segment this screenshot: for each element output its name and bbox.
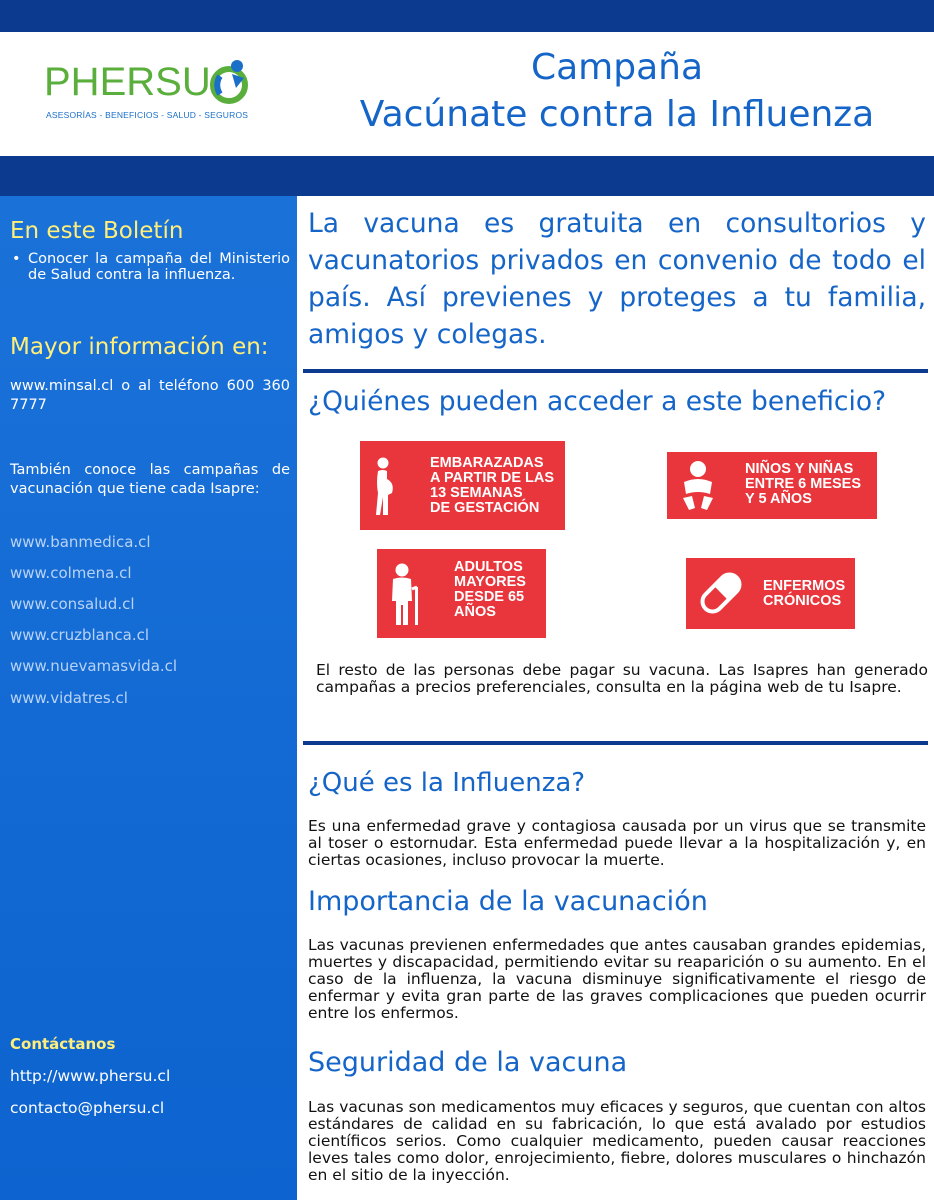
what-text: Es una enfermedad grave y contagiosa causada por un virus que se transmite al toser o estornudar. Esta enfermedad puede llevar a la hospitalización y, en ciertas ocasiones, incluso provocar la muerte.: [308, 817, 926, 869]
title-line-1: Campaña: [530, 47, 704, 88]
header-band: [0, 156, 934, 196]
badge-line: DE GESTACIÓN: [430, 500, 540, 516]
intro-text: La vacuna es gratuita en consultorios y vacunatorios privados en convenio de todo el país. Así previenes y proteges a tu familia, amigos y colegas.: [308, 208, 926, 350]
badge-line: 13 SEMANAS: [430, 485, 523, 501]
badge-elderly-text: [454, 560, 526, 620]
what-heading: ¿Qué es la Influenza?: [308, 768, 586, 798]
badge-line: A PARTIR DE LAS: [430, 470, 555, 486]
badge-line: ENTRE 6 MESES: [745, 476, 862, 492]
baby-icon: [680, 460, 716, 512]
bulletin-heading: En este Boletín: [10, 218, 184, 244]
badge-line: ENFERMOS: [763, 578, 846, 594]
logo-wordmark: PHERSU: [44, 60, 211, 104]
safety-heading: Seguridad de la vacuna: [308, 1047, 628, 1078]
page-title: [300, 44, 934, 138]
campaigns-text: También conoce las campañas de vacunación que tiene cada Isapre:: [10, 462, 290, 497]
badge-line: NIÑOS Y NIÑAS: [745, 461, 854, 477]
badge-children: [667, 452, 877, 519]
phersu-logo[interactable]: [44, 58, 264, 128]
badge-pregnant-text: [430, 456, 554, 516]
badge-line: MAYORES: [454, 574, 526, 590]
importance-text: Las vacunas previenen enfermedades que antes causaban grandes epidemias, muertes y discapacidad, permitiendo evitar su reaparición o su aumento. En el caso de la influenza, la vacuna disminuye significativamente el riesgo de enfermar y evita gran parte de las graves complicaciones que pueden ocurrir entre los enfermos.: [308, 936, 926, 1022]
top-bar: [0, 0, 934, 32]
link-colmena[interactable]: www.colmena.cl: [10, 564, 132, 582]
link-vidatres[interactable]: www.vidatres.cl: [10, 689, 128, 707]
badge-pregnant: [360, 441, 565, 530]
who-heading: ¿Quiénes pueden acceder a este beneficio?: [308, 386, 887, 417]
rest-text: El resto de las personas debe pagar su vacuna. Las Isapres han generado campañas a precios preferenciales, consulta en la página web de tu Isapre.: [316, 661, 928, 696]
safety-text: Las vacunas son medicamentos muy eficaces y seguros, que cuentan con altos estándares de calidad en su fabricación, lo que está avalado por estudios científicos serios. Como cualquier medicamento, pueden causar reacciones leves tales como dolor, enrojecimiento, fiebre, dolores musculares o hinchazón en el sitio de la inyección.: [308, 1098, 926, 1184]
info-heading: Mayor información en:: [10, 334, 269, 360]
link-cruzblanca[interactable]: www.cruzblanca.cl: [10, 626, 149, 644]
badge-line: CRÓNICOS: [763, 593, 842, 609]
badge-line: AÑOS: [454, 604, 496, 620]
contact-web-link[interactable]: http://www.phersu.cl: [10, 1067, 171, 1085]
pill-icon: [696, 568, 746, 618]
divider: [303, 741, 928, 745]
divider: [303, 369, 928, 373]
badge-chronic-text: [763, 579, 845, 609]
importance-heading: Importancia de la vacunación: [308, 886, 708, 917]
info-text: www.minsal.cl o al teléfono 600 360 7777: [10, 378, 290, 413]
badge-chronic: [686, 558, 855, 629]
link-nuevamasvida[interactable]: www.nuevamasvida.cl: [10, 657, 178, 675]
bulletin-item: • Conocer la campaña del Ministerio de Salud contra la influenza.: [10, 251, 290, 283]
badge-line: ADULTOS: [454, 559, 523, 575]
logo-tagline: ASESORÍAS - BENEFICIOS - SALUD - SEGUROS: [46, 110, 249, 120]
contact-heading: Contáctanos: [10, 1035, 116, 1053]
link-banmedica[interactable]: www.banmedica.cl: [10, 533, 151, 551]
title-line-2: Vacúnate contra la Influenza: [359, 94, 875, 135]
contact-email-link[interactable]: contacto@phersu.cl: [10, 1099, 165, 1117]
badge-line: EMBARAZADAS: [430, 455, 544, 471]
elderly-person-icon: [386, 563, 422, 627]
link-consalud[interactable]: www.consalud.cl: [10, 595, 135, 613]
badge-line: DESDE 65: [454, 589, 525, 605]
logo-person-icon: [206, 58, 256, 104]
badge-children-text: [745, 462, 861, 507]
pregnant-woman-icon: [372, 457, 398, 517]
badge-elderly: [377, 549, 546, 638]
badge-line: Y 5 AÑOS: [745, 491, 812, 507]
